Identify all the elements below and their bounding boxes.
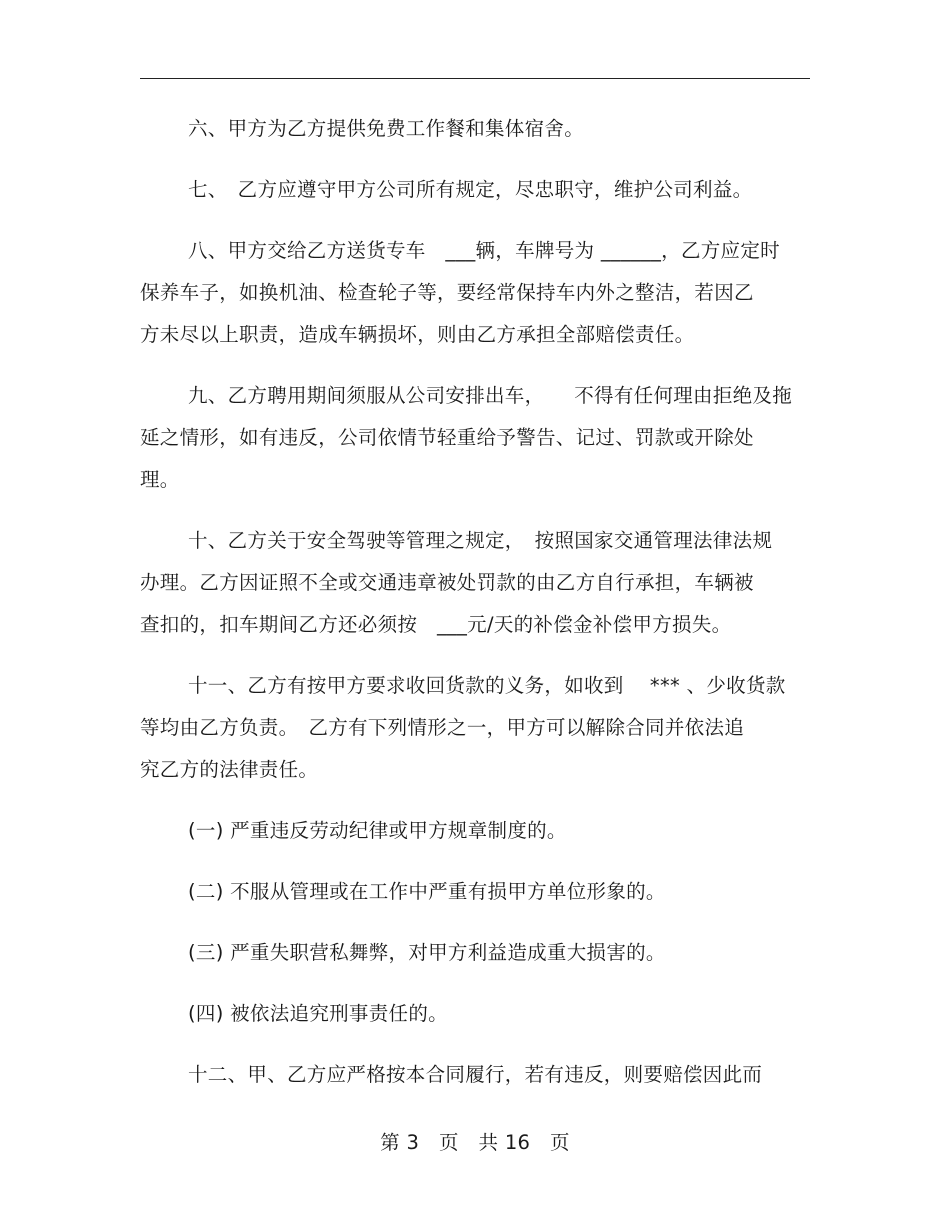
clause-9 [140,375,810,501]
clause-11-line-2: 等均由乙方负责。 乙方有下列情形之一，甲方可以解除合同并依法追 [140,716,745,739]
clause-8-line-2: 保养车子，如换机油、检查轮子等，要经常保持车内外之整洁，若因乙 [140,281,754,304]
condition-4 [140,993,810,1035]
condition-1-line-1: (一) 严重违反劳动纪律或甲方规章制度的。 [188,819,567,842]
clause-6-line-1: 六、甲方为乙方提供免费工作餐和集体宿舍。 [188,117,585,140]
clause-6 [140,108,810,150]
clause-9-line-1: 九、乙方聘用期间须服从公司安排出车， 不得有任何理由拒绝及拖 [188,384,793,407]
clause-7 [140,169,810,211]
clause-12-line-1: 十二、甲、乙方应严格按本合同履行，若有违反，则要赔偿因此而 [188,1063,763,1086]
clause-8-line-1: 八、甲方交给乙方送货专车 ___辆，车牌号为 ______，乙方应定时 [188,239,780,262]
clause-8-line-3: 方未尽以上职责，造成车辆损坏，则由乙方承担全部赔偿责任。 [140,323,695,346]
condition-4-line-1: (四) 被依法追究刑事责任的。 [188,1002,448,1025]
clause-8 [140,230,810,356]
clause-9-line-3: 理。 [140,468,180,491]
condition-3-line-1: (三) 严重失职营私舞弊，对甲方利益造成重大损害的。 [188,941,666,964]
clause-7-line-1: 七、 乙方应遵守甲方公司所有规定，尽忠职守，维护公司利益。 [188,178,753,201]
clause-10-line-1: 十、乙方关于安全驾驶等管理之规定， 按照国家交通管理法律法规 [188,529,773,552]
page-number-footer: 第 3 页 共 16 页 [380,1131,570,1154]
clause-11 [140,665,810,791]
header-rule [140,78,810,79]
clause-10-line-3: 查扣的，扣车期间乙方还必须按 ___元/天的补偿金补偿甲方损失。 [140,613,732,636]
document-body [140,108,810,1115]
condition-2-line-1: (二) 不服从管理或在工作中严重有损甲方单位形象的。 [188,880,666,903]
clause-12 [140,1054,810,1096]
condition-1 [140,810,810,852]
condition-3 [140,932,810,974]
clause-11-line-1: 十一、乙方有按甲方要求收回货款的义务，如收到 *** 、少收货款 [188,674,786,697]
clause-10 [140,520,810,646]
clause-10-line-2: 办理。乙方因证照不全或交通违章被处罚款的由乙方自行承担，车辆被 [140,571,754,594]
condition-2 [140,871,810,913]
clause-11-line-3: 究乙方的法律责任。 [140,758,319,781]
clause-9-line-2: 延之情形，如有违反，公司依情节轻重给予警告、记过、罚款或开除处 [140,426,754,449]
